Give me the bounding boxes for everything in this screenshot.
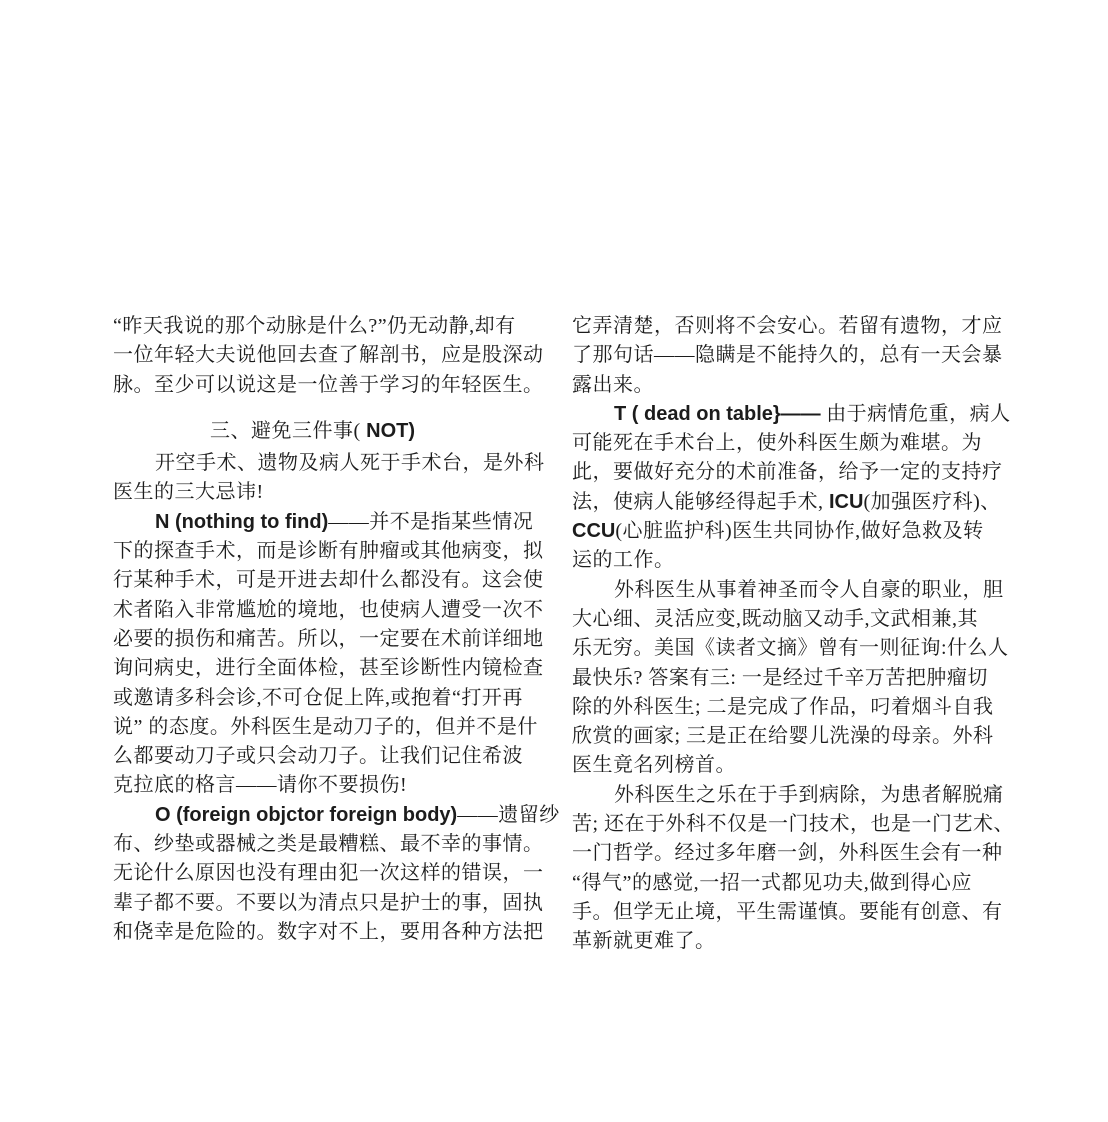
text-run: 必要的损伤和痛苦。所以，一定要在术前详细地 (113, 627, 544, 650)
column-left (113, 312, 560, 947)
text-line (572, 488, 1001, 517)
text-run: 可能死在手术台上，使外科医生颇为难堪。为 (572, 432, 982, 455)
text-run: 欣赏的画家; 三是正在给婴儿洗澡的母亲。外科 (572, 725, 994, 748)
text-run: 术者陷入非常尴尬的境地，也使病人遭受一次不 (113, 598, 544, 621)
text-line (572, 664, 988, 693)
text-line (572, 371, 972, 400)
text-run: 询问病史，进行全面体检，甚至诊断性内镜检查 (113, 657, 544, 680)
text-line (572, 693, 994, 722)
text-line (113, 341, 544, 370)
text-line (572, 576, 1004, 605)
text-line (572, 810, 1015, 839)
bold-term: CCU (572, 520, 616, 543)
text-run: 无论什么原因也没有理由犯一次这样的错误，一 (113, 862, 544, 885)
text-line (572, 605, 978, 634)
bold-term: NOT) (366, 419, 416, 442)
text-line (113, 508, 534, 537)
text-run: 手。但学无止境，平生需谨慎。要能有创意、有 (572, 900, 1003, 923)
text-run: 外科医生从事着神圣而令人自豪的职业，胆 (614, 578, 1004, 601)
text-line (113, 801, 560, 830)
text-run: 大心细、灵活应变,既动脑又动手,文武相兼,其 (572, 607, 978, 630)
text-line (572, 546, 972, 575)
text-run: 除的外科医生; 二是完成了作品，叼着烟斗自我 (572, 695, 994, 718)
text-run: 下的探查手术，而是诊断有肿瘤或其他病变，拟 (113, 540, 544, 563)
text-run: 乐无穷。美国《读者文摘》曾有一则征询:什么人 (572, 637, 1009, 660)
text-line (572, 927, 972, 956)
text-line (113, 771, 512, 800)
text-line (572, 869, 972, 898)
text-run: 革新就更难了。 (572, 930, 716, 953)
text-line (113, 312, 516, 341)
text-line (113, 654, 544, 683)
text-run: 运的工作。 (572, 549, 675, 572)
text-line (113, 713, 538, 742)
text-run: 克拉底的格言——请你不要损伤! (113, 774, 408, 797)
text-run: 一位年轻大夫说他回去查了解剖书，应是股深动 (113, 344, 544, 367)
text-run: 医生竟名列榜首。 (572, 754, 736, 777)
text-line (113, 371, 544, 400)
text-run: 布、纱垫或器械之类是最糟糕、最不幸的事情。 (113, 833, 544, 856)
text-line (572, 634, 1009, 663)
column-right (572, 312, 1015, 957)
text-run: (心脏监护科)医生共同协作,做好急救及转 (615, 520, 984, 543)
text-line (113, 859, 544, 888)
text-run: 开空手术、遗物及病人死于手术台，是外科 (155, 452, 545, 475)
text-run: 三、避免三件事( (209, 419, 367, 442)
text-line (572, 429, 982, 458)
text-line (572, 751, 972, 780)
text-run: ——并不是指某些情况 (328, 510, 534, 533)
text-run: 么都要动刀子或只会动刀子。让我们记住希波 (113, 745, 523, 768)
text-line (572, 341, 1003, 370)
bold-term: O (foreign objctor foreign body) (155, 803, 458, 826)
text-run: 辈子都不要。不要以为清点只是护士的事，固执 (113, 891, 544, 914)
text-line (113, 566, 544, 595)
text-run: 医生的三大忌讳! (113, 481, 264, 504)
text-line (113, 918, 544, 947)
text-line (113, 478, 512, 507)
text-run: “得气”的感觉,一招一式都见功夫,做到得心应 (572, 871, 972, 894)
section-heading (113, 417, 512, 446)
text-line (572, 781, 1004, 810)
bold-term: ICU (829, 490, 864, 513)
bold-term: N (nothing to find) (155, 510, 329, 533)
text-run: 它弄清楚，否则将不会安心。若留有遗物，才应 (572, 315, 1003, 337)
text-line (572, 722, 994, 751)
text-run: 和侥幸是危险的。数字对不上，要用各种方法把 (113, 920, 544, 943)
text-run: 行某种手术，可是开进去却什么都没有。这会使 (113, 569, 544, 592)
text-run: 脉。至少可以说这是一位善于学习的年轻医生。 (113, 373, 544, 396)
text-run: 了那句话——隐瞒是不能持久的，总有一天会暴 (572, 344, 1003, 367)
text-run: 外科医生之乐在于手到病除，为患者解脱痛 (614, 783, 1004, 806)
text-run: 或邀请多科会诊,不可仓促上阵,或抱着“打开再 (113, 686, 523, 709)
text-line (572, 312, 1003, 341)
text-line (113, 742, 523, 771)
text-line (572, 400, 1011, 429)
text-line (572, 839, 1003, 868)
text-run: 苦; 还在于外科不仅是一门技术，也是一门艺术、 (572, 813, 1015, 836)
text-run: 法，使病人能够经得起手术, (572, 490, 829, 513)
text-run: ——遗留纱 (457, 803, 560, 826)
text-line (572, 517, 984, 546)
text-run: (加强医疗科)、 (863, 490, 1001, 513)
text-line (113, 449, 545, 478)
text-run: 一门哲学。经过多年磨一剑，外科医生会有一种 (572, 842, 1003, 865)
text-run: 说” 的态度。外科医生是动刀子的，但并不是什 (113, 715, 538, 738)
text-line (113, 596, 544, 625)
text-line (113, 889, 544, 918)
text-line (113, 625, 544, 654)
text-line (572, 458, 1003, 487)
text-line (113, 830, 544, 859)
bold-term: T ( dead on table}—— (614, 402, 821, 425)
text-run: “昨天我说的那个动脉是什么?”仍无动静,却有 (113, 315, 516, 337)
text-run: 由于病情危重，病人 (820, 402, 1011, 425)
text-run: 此，要做好充分的术前准备，给予一定的支持疗 (572, 461, 1003, 484)
text-line (572, 898, 1003, 927)
text-run: 露出来。 (572, 373, 654, 396)
text-line (113, 537, 544, 566)
text-run: 最快乐? 答案有三: 一是经过千辛万苦把肿瘤切 (572, 666, 988, 689)
text-line (113, 684, 523, 713)
